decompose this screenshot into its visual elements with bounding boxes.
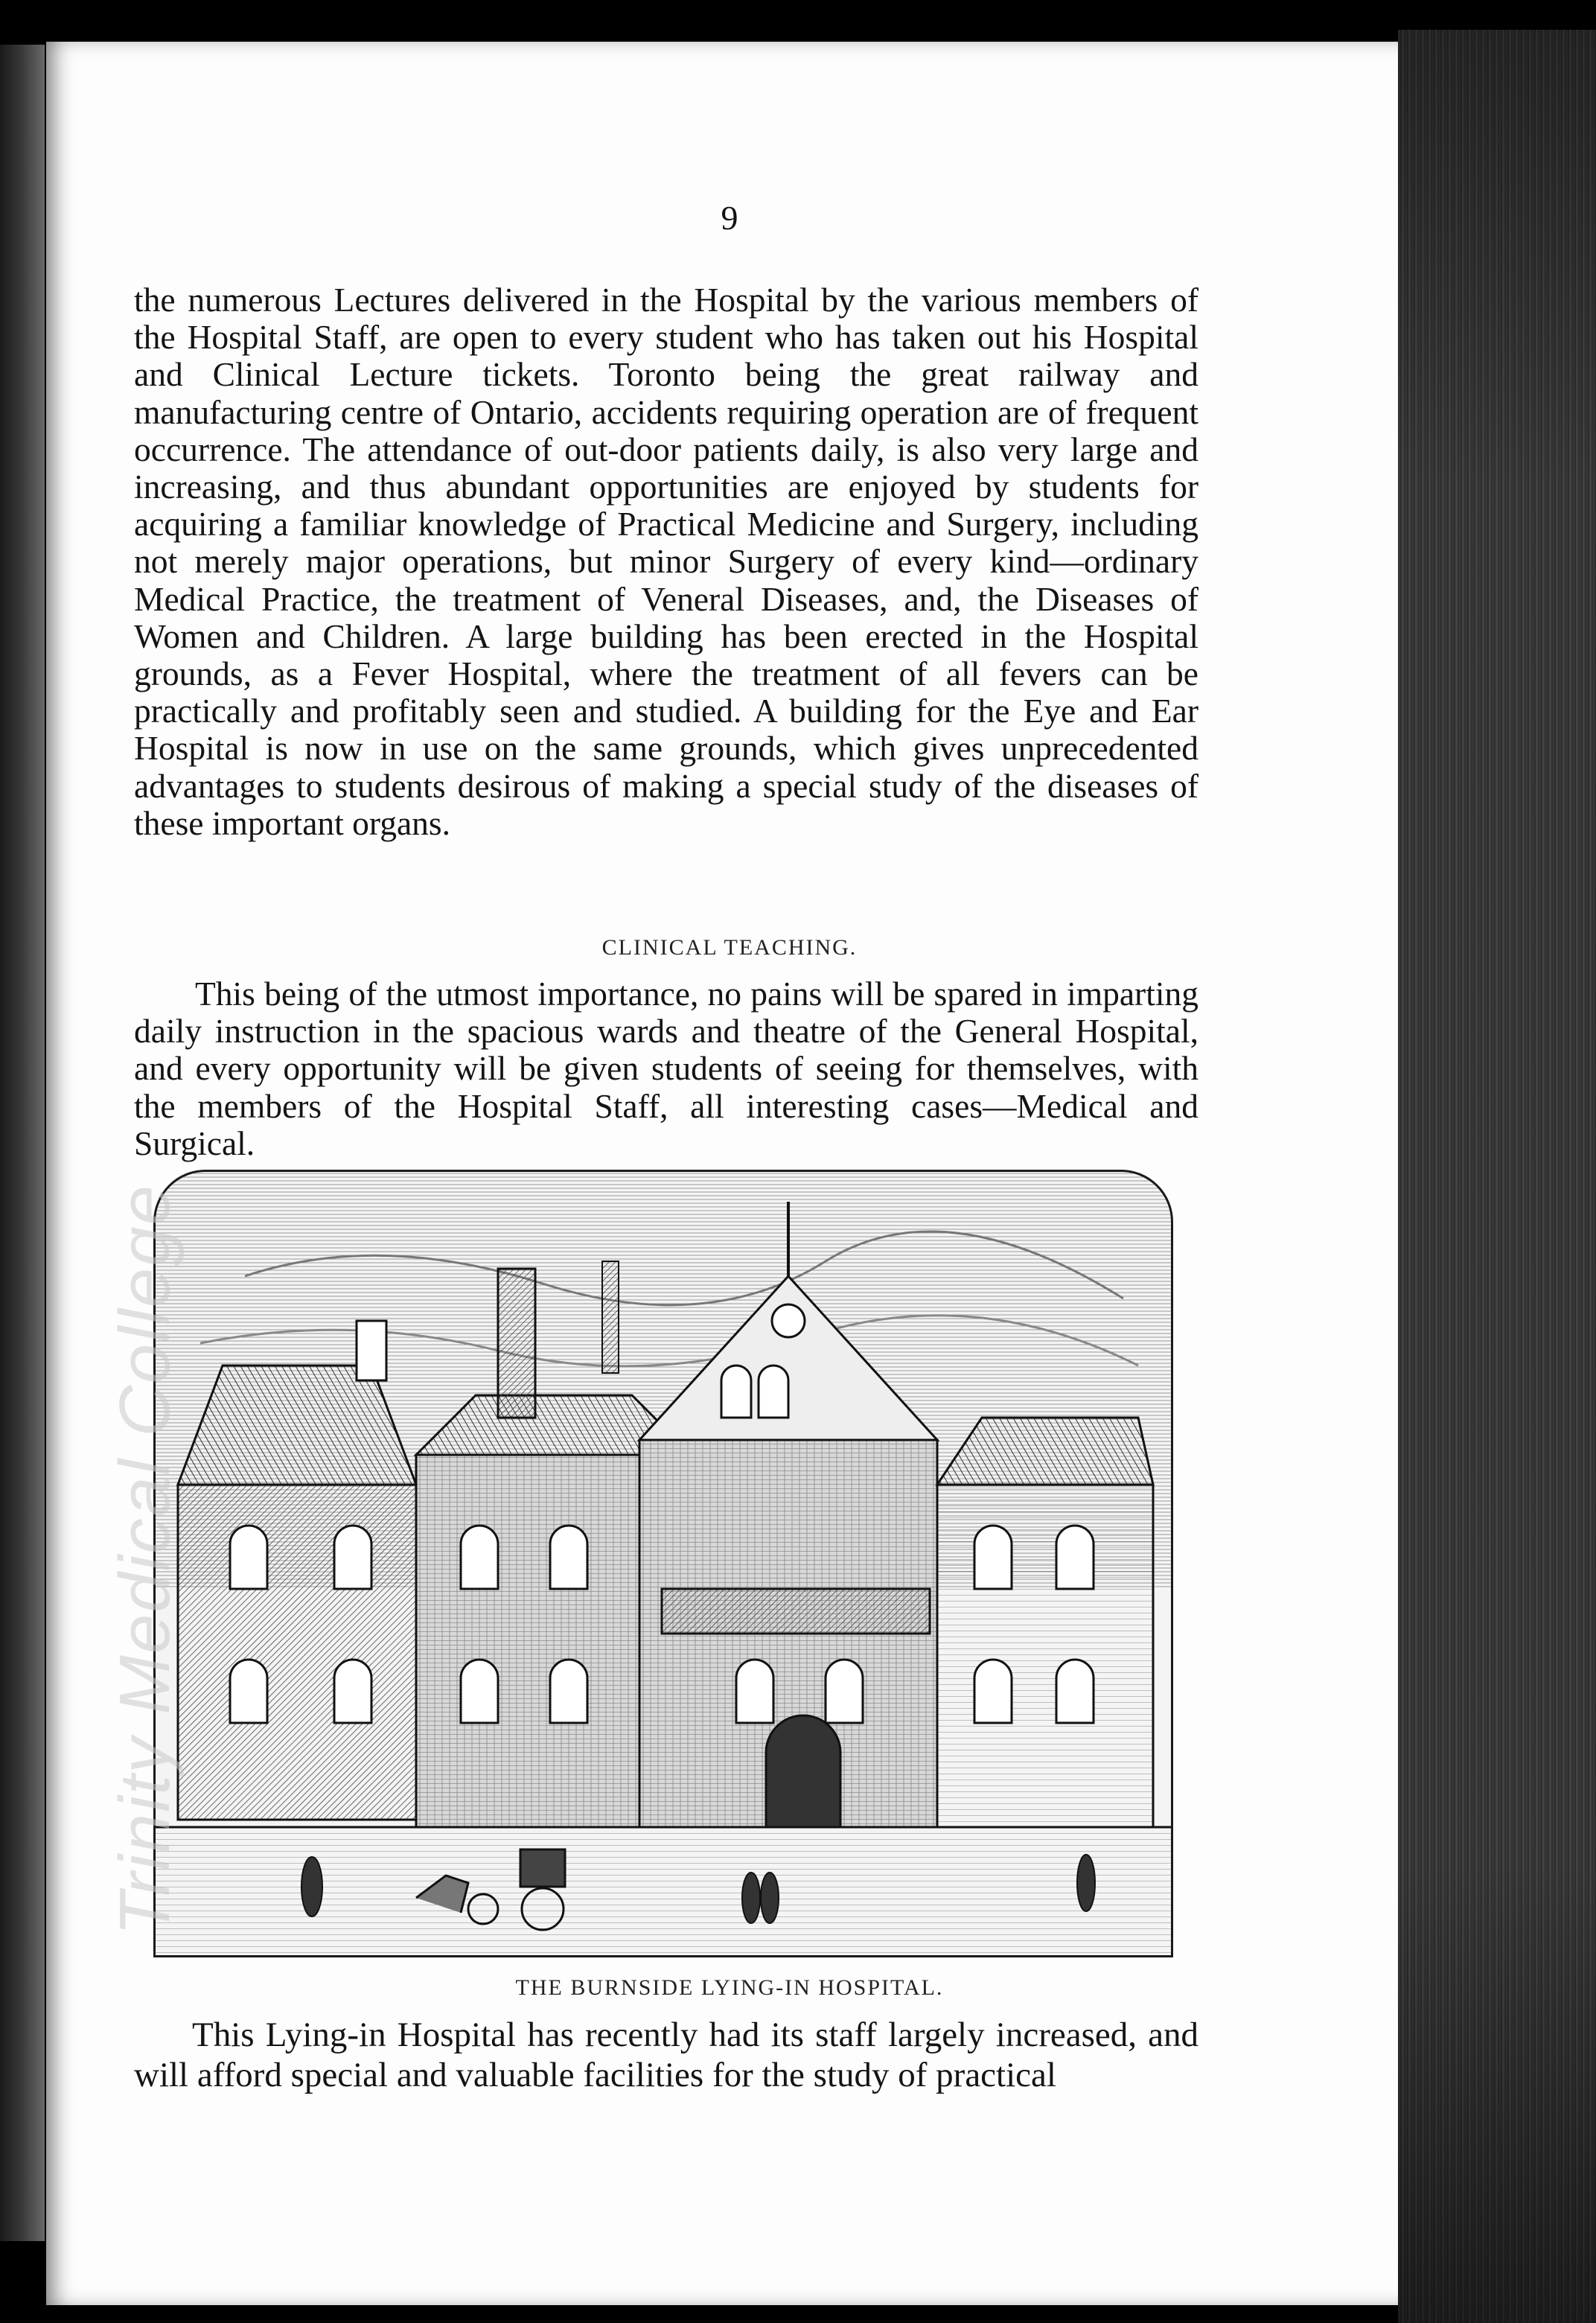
spire — [602, 1261, 619, 1373]
page-number: 9 — [721, 199, 738, 237]
paragraph-hospital-lectures: the numerous Lectures delivered in the Hospital by the various members of the Hospital Staff, are open to every student who has taken out his Hospital and Clinical Lecture tickets. Toronto being the great railway and manufacturing centre of Ontario, accidents requiring operation are of frequent occurrence. The attendance of out-door patients daily, is also very large and increasing, and thus abundant opportunities are enjoyed by students for acquiring a familiar knowledge of Practical Medicine and Surgery, including not merely major operations, but minor Surgery of every kind—ordinary Medical Practice, the treatment of Veneral Diseases, and, the Diseases of Women and Children. A large building has been erected in the Hospital grounds, as a Fever Hospital, where the treatment of all fevers can be practically and profitably seen and studied. A building for the Eye and Ear Hospital is now in use on the same grounds, which gives unprecedented advantages to students desirous of making a special study of the diseases of these important organs. — [134, 281, 1198, 842]
gable-oculus — [772, 1304, 805, 1337]
entrance-door — [766, 1715, 840, 1827]
balcony — [662, 1589, 930, 1634]
figure-caption: THE BURNSIDE LYING-IN HOSPITAL. — [515, 1975, 944, 2000]
chimney — [357, 1321, 386, 1380]
bleed-through-text: Trinity Medical College — [105, 1184, 185, 1936]
center-wing — [416, 1455, 639, 1827]
paragraph-lying-in-hospital: This Lying-in Hospital has recently had its staff largely increased, and will afford special and valuable facilities for the study of practical — [134, 2016, 1198, 2094]
scan-left-edge — [0, 45, 45, 2241]
engraving-illustration — [156, 1172, 1171, 1955]
ventilator-tower — [498, 1269, 535, 1418]
hospital-engraving — [153, 1170, 1173, 1957]
left-wing — [178, 1485, 416, 1820]
book-page — [46, 42, 1413, 2305]
section-heading-clinical-teaching: CLINICAL TEACHING. — [601, 935, 858, 960]
paragraph-clinical-teaching: This being of the utmost importance, no pains will be spared in imparting daily instruction in the spacious wards and theatre of the General Hospital, and every opportunity will be given students of seeing for themselves, with the members of the Hospital Staff, all interesting cases—Medical and Surgical. — [134, 975, 1198, 1162]
right-wing — [937, 1485, 1153, 1827]
book-fore-edge — [1398, 30, 1596, 2323]
